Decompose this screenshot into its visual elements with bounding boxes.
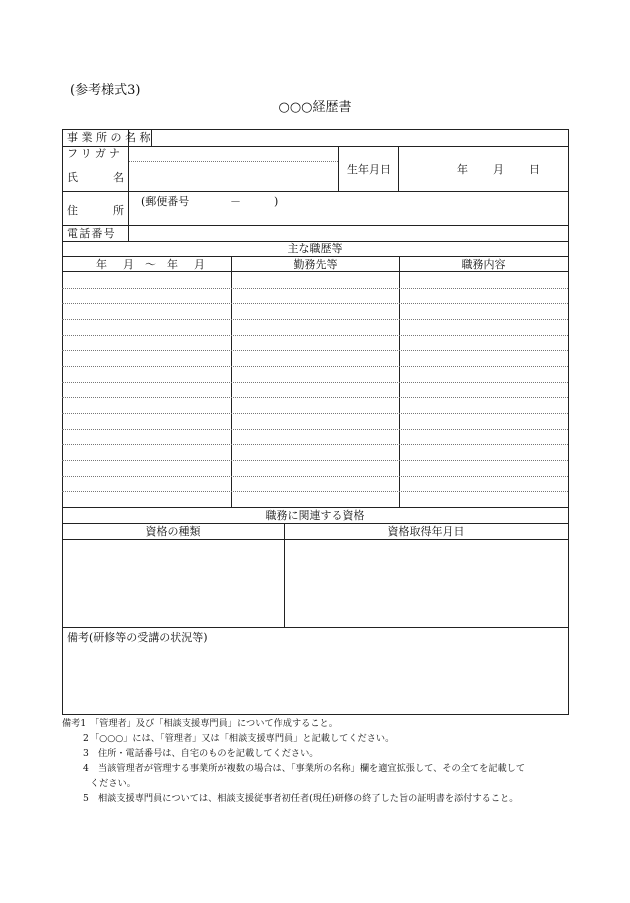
note-number: 3 — [83, 748, 89, 759]
career-row-divider — [62, 350, 568, 351]
career-period-cell[interactable] — [63, 352, 230, 365]
career-duties-cell[interactable] — [400, 478, 566, 491]
career-duties-cell[interactable] — [400, 321, 566, 334]
career-duties-cell[interactable] — [400, 415, 566, 428]
career-period-cell[interactable] — [63, 321, 230, 334]
qualification-type-header: 資格の種類 — [145, 525, 201, 538]
career-period-cell[interactable] — [63, 368, 230, 381]
career-row-divider — [62, 476, 568, 477]
career-period-cell[interactable] — [63, 431, 230, 444]
career-row-divider — [62, 382, 568, 383]
postal-code-dash: － — [230, 195, 241, 208]
career-row-divider — [62, 429, 568, 430]
career-period-cell[interactable] — [63, 305, 230, 318]
reference-form-label: (参考様式3) — [70, 83, 141, 98]
address-label-2: 所 — [113, 204, 124, 217]
career-period-cell[interactable] — [63, 462, 230, 475]
career-workplace-cell[interactable] — [232, 274, 398, 287]
career-row-divider — [62, 366, 568, 367]
page-title: ○○○経歴書 — [278, 100, 352, 115]
birth-day-label: 日 — [529, 163, 540, 176]
phone-label: 電話番号 — [67, 227, 116, 240]
birthdate-field[interactable] — [399, 147, 566, 190]
career-period-header: 年 月 ～ 年 月 — [96, 258, 205, 271]
name-field[interactable] — [129, 162, 337, 190]
qualification-date-header: 資格取得年月日 — [387, 525, 465, 538]
note-text-continued: ください。 — [90, 778, 136, 789]
career-duties-cell[interactable] — [400, 305, 566, 318]
career-period-cell[interactable] — [63, 478, 230, 491]
career-duties-cell[interactable] — [400, 493, 566, 506]
office-name-field[interactable] — [152, 130, 566, 145]
note-number: 2 — [83, 733, 89, 744]
career-row-divider — [62, 460, 568, 461]
career-workplace-header: 勤務先等 — [293, 258, 338, 271]
note-text: 住所・電話番号は、自宅のものを記載してください。 — [98, 748, 319, 759]
career-duties-cell[interactable] — [400, 352, 566, 365]
career-row-divider — [62, 319, 568, 320]
remarks-label: 備考(研修等の受講の状況等) — [67, 631, 208, 644]
career-row-divider — [62, 397, 568, 398]
career-workplace-cell[interactable] — [232, 290, 398, 303]
postal-code-label: (郵便番号 — [141, 195, 190, 208]
career-workplace-cell[interactable] — [232, 493, 398, 506]
career-duties-cell[interactable] — [400, 462, 566, 475]
career-duties-cell[interactable] — [400, 384, 566, 397]
remarks-field[interactable] — [63, 646, 566, 712]
career-workplace-cell[interactable] — [232, 321, 398, 334]
career-workplace-cell[interactable] — [232, 368, 398, 381]
career-duties-cell[interactable] — [400, 274, 566, 287]
career-workplace-cell[interactable] — [232, 384, 398, 397]
career-period-cell[interactable] — [63, 415, 230, 428]
note-number: 5 — [83, 793, 89, 804]
career-duties-cell[interactable] — [400, 399, 566, 412]
note-number: 4 — [83, 763, 89, 774]
career-workplace-cell[interactable] — [232, 305, 398, 318]
postal-code-close: ) — [274, 195, 279, 208]
career-workplace-cell[interactable] — [232, 446, 398, 459]
career-row-divider — [62, 288, 568, 289]
career-duties-cell[interactable] — [400, 368, 566, 381]
career-workplace-cell[interactable] — [232, 415, 398, 428]
phone-field[interactable] — [129, 226, 566, 240]
career-duties-header: 職務内容 — [461, 258, 506, 271]
career-duties-cell[interactable] — [400, 337, 566, 350]
career-row-divider — [62, 335, 568, 336]
career-workplace-cell[interactable] — [232, 337, 398, 350]
career-duties-cell[interactable] — [400, 290, 566, 303]
career-period-cell[interactable] — [63, 274, 230, 287]
career-period-cell[interactable] — [63, 446, 230, 459]
furigana-label: フリガナ — [67, 147, 124, 160]
address-field[interactable] — [129, 192, 566, 224]
career-period-cell[interactable] — [63, 290, 230, 303]
career-workplace-cell[interactable] — [232, 478, 398, 491]
career-workplace-cell[interactable] — [232, 399, 398, 412]
note-text: 当該管理者が管理する事業所が複数の場合は、「事業所の名称」欄を適宜拡張して、その全てを記載して — [98, 763, 526, 774]
career-section-title: 主な職歴等 — [287, 242, 343, 255]
career-period-cell[interactable] — [63, 384, 230, 397]
note-text: 「○○○」には、「管理者」又は「相談支援専門員」と記載してください。 — [90, 733, 395, 744]
qualification-type-field[interactable] — [63, 540, 283, 626]
career-row-divider — [62, 413, 568, 414]
office-name-label: 事業所の名称 — [67, 131, 154, 144]
career-duties-cell[interactable] — [400, 446, 566, 459]
furigana-field[interactable] — [129, 147, 337, 160]
name-label-1: 氏 — [67, 171, 78, 184]
notes-prefix: 備考 — [62, 718, 81, 729]
note-text: 「管理者」及び「相談支援専門員」について作成すること。 — [90, 718, 338, 729]
qualifications-section-title: 職務に関連する資格 — [265, 509, 365, 522]
qualification-date-field[interactable] — [285, 540, 566, 626]
notes-block — [62, 716, 582, 806]
note-text: 相談支援専門員については、相談支援従事者初任者(現任)研修の終了した旨の証明書を添付すること。 — [98, 793, 519, 804]
career-row-divider — [62, 444, 568, 445]
career-workplace-cell[interactable] — [232, 352, 398, 365]
career-row-divider — [62, 491, 568, 492]
name-label-2: 名 — [113, 171, 124, 184]
career-period-cell[interactable] — [63, 399, 230, 412]
birth-month-label: 月 — [493, 163, 504, 176]
note-number: 1 — [80, 718, 87, 729]
career-period-cell[interactable] — [63, 493, 230, 506]
career-duties-cell[interactable] — [400, 431, 566, 444]
birthdate-label: 生年月日 — [347, 163, 391, 176]
career-period-cell[interactable] — [63, 337, 230, 350]
career-row-divider — [62, 303, 568, 304]
birth-year-label: 年 — [457, 163, 468, 176]
career-workplace-cell[interactable] — [232, 462, 398, 475]
career-workplace-cell[interactable] — [232, 431, 398, 444]
address-label-1: 住 — [67, 204, 78, 217]
